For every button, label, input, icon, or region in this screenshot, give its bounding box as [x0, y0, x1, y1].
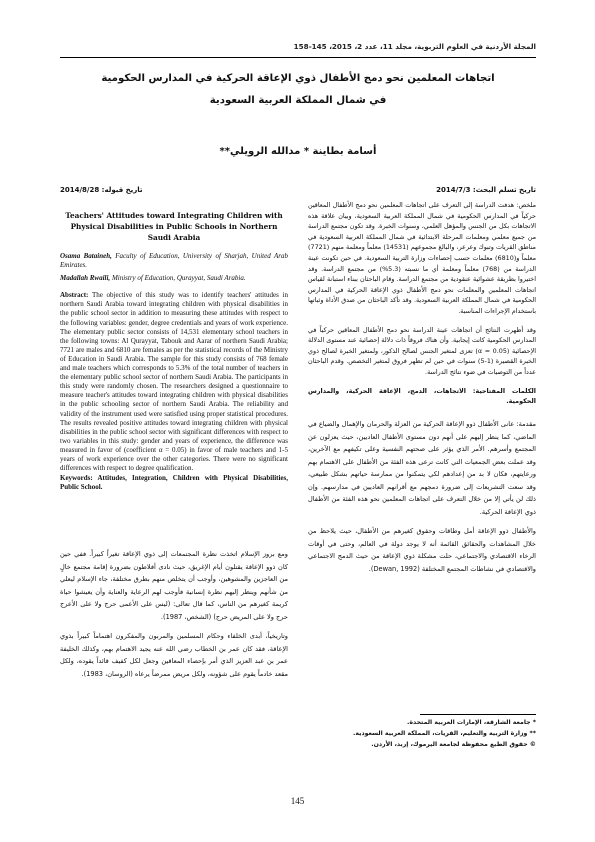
abstract-ar-paragraph-2: وقد أظهرت النتائج أن اتجاهات عينة الدراسة نحو دمج الأطفال المعاقين حركياً في المدارس الحكومية كانت إيجابية. وأن هناك فروقاً ذات دلالة إحصائية عند مستوى الدلالة الإحصائية (α = 0.05) تعزى لمتغير الجنس لصالح الذكور، ولمتغير الخبرة لصالح ذوي الخبرة القصيرة (1-5) سنوات في حين لم تظهر فروق لمتغير التخصص. وقدم الباحثان عدداً من التوصيات في ضوء نتائج الدراسة.	[308, 325, 537, 376]
title-line-1: اتجاهات المعلمين نحو دمج الأطفال ذوي الإعاقة الحركية في المدارس الحكومية	[101, 73, 495, 84]
footnote-divider	[420, 714, 536, 715]
intro-paragraph-2: والأطفال ذوو الإعاقة أمل وطاقات وحقوق كغيرهم من الأطفال، حيث يلاحظ من خلال المشاهدات والحقائق القائمة أنه لا يوجد دولة في العالم، وحتى في أوقات الرخاء الاقتصادي والاجتماعي، حلت مشكلة ذوي الإعاقة من حيث الدمج الاجتماعي والاقتصادي في نشاطات المجتمع المختلفة (Dewan, 1992).	[308, 527, 536, 573]
author-2-institution: Ministry of Education, Qurayyat, Saudi Arabia.	[110, 274, 246, 283]
author-2-name: Madallah Rwaili,	[60, 274, 111, 283]
arabic-abstract	[308, 200, 536, 415]
footnote-1: * جامعة الشارقة، الإمارات العربية المتحدة.	[407, 719, 536, 726]
author-1-institution: Faculty of Education, University of Sharjah, United Arab Emirates.	[60, 252, 289, 270]
abstract-label: Abstract:	[60, 291, 89, 300]
footnotes	[308, 718, 536, 751]
title-line-2: في شمال المملكة العربية السعودية	[209, 95, 387, 106]
authors-arabic: أسامة بطاينة * مدالله الرويلي**	[219, 146, 377, 157]
introduction-right-column	[308, 418, 536, 582]
keywords-arabic: الكلمات المفتاحية: الاتجاهات، الدمج، الإعاقة الحركية، والمدارس الحكومية.	[308, 386, 536, 406]
page-number: 145	[290, 796, 305, 806]
footnote-copyright: © حقوق الطبع محفوظة لجامعة اليرموك، إربد، الأردن.	[371, 741, 536, 748]
author-1-affiliation	[60, 252, 288, 270]
intro-paragraph-1: مقدمة: عانى الأطفال ذوو الإعاقة الحركية من العزلة والحرمان والإهمال والضياع في الماضي، كما ينظر إليهم على أنهم دون مستوى الأطفال العاديين، حيث يعزلون عن المجتمع وأسرهم. الأمر الذي يؤثر على صحتهم النفسية وعلى تكيفهم مع الآخرين، وقد عملت بعض الجمعيات التي كانت ترعى هذه الفئة من الأطفال على الاهتمام بهم ورعايتهم، فكان لا بد من إعدادهم لكي يتمكنوا من ممارسة حياتهم بشكل طبيعي، وقد سعت التشريعات إلى ضرورة دمجهم مع أقرانهم العاديين في مدارسهم. وإن ذلك لن يأتي إلا من خلال التعرف على اتجاهات المعلمين نحو هذه الفئة من الأطفال ذوي الإعاقة الحركية.	[308, 420, 536, 516]
author-2-affiliation	[60, 274, 288, 283]
abstract-en-text: The objective of this study was to identify teachers' attitudes in northern Saudi Arabia toward integrating children with physical disabilities in the public school sector in addition to measuring these attitudes with respect to the following variables: gender, degree credentials and years of work experience. The elementary public sector consists of 14,531 elementary school teachers in the following towns: Al Qurayyat, Tabouk and Aarar of northern Saudi Arabia; 7721 are males and 6810 are females as per the statistical records of the Ministry of Education in Saudi Arabia. The sample for this study consists of 768 female and male teachers which corresponds to 5.3% of the total number of teachers in the elementary public school sector of northern Saudi Arabia. The participants in this study were randomly chosen. The researchers designed a questionnaire to measure teacher's attitudes toward integrating children with physical disabilities in the public schooling sector of northern Saudi Arabia. The reliability and validity of the instrument used were satisfied using proper statistical procedures. The results revealed positive attitudes toward integrating children with physical disabilities in the public school sector with significant differences with respect to two variables in this study: gender and years of experience, the difference was measured in favor of (coefficient α = 0.05) in favor of male teachers and 1-5 years of work experience over the other categories. There were no significant differences with respect to degree qualification.	[60, 291, 288, 473]
article-title-english: Teachers' Attitudes toward Integrating Children with Physical Disabilities in Public Schools in Northern Saudi Arabia	[65, 211, 283, 242]
introduction-left-column	[60, 548, 288, 687]
intro-paragraph-3: ومع بروز الإسلام اتخذت نظرة المجتمعات إلى ذوي الإعاقة تغيراً كبيراً. ففي حين كان ذوو الإعاقة يقتلون أيام الإغريق، حيث نادى أفلاطون بضرورة إقامة مجتمع خالٍ من العاجزين والمشوهين، وأوجب أن يتخلص منهم بطرق مختلفة، جاء الإسلام ليعلي من شأنهم وينظر إليهم نظرة إنسانية فأوجب لهم الرعاية والعناية وأن يعيشوا حياة كريمة كغيرهم من الناس، كما قال تعالى: (ليس على الأعمى حرج ولا على الأعرج حرج ولا على المريض حرج) (الشخص، 1987).	[60, 550, 288, 621]
article-title-arabic	[60, 68, 536, 112]
author-1-name: Osama Bataineh,	[60, 252, 112, 260]
received-date: تاريخ تسلم البحث: 2014/7/3	[436, 186, 536, 194]
header-divider	[60, 57, 536, 58]
submission-dates	[60, 186, 536, 198]
abstract-en-body	[60, 291, 288, 473]
keywords-english: Keywords: Attitudes, Integration, Children with Physical Disabilities, Public School.	[60, 474, 288, 492]
footnote-2: ** وزارة التربية والتعليم، القريات، المملكة العربية السعودية.	[353, 730, 536, 737]
abstract-ar-paragraph-1: ملخص: هدفت الدراسة إلى التعرف على اتجاهات المعلمين نحو دمج الأطفال المعاقين حركياً في المدارس الحكومية في شمال المملكة العربية السعودية، وبيان علاقة هذه الاتجاهات بكل من الجنس والمؤهل العلمي، وسنوات الخبرة. وقد تكون مجتمع الدراسة من جميع معلمي ومعلمات المرحلة الابتدائية في شمال المملكة العربية السعودية في مناطق القريات وتبوك وعرعر، والبالغ مجموعهم (14531) معلماً ومعلمة منهم (7721) معلماً و(6810) معلمات حسب إحصاءات وزارة التربية السعودية. في حين تكونت عينة الدراسة من (768) معلماً ومعلمة أي ما نسبته (5.3%) من مجتمع الدراسة. وقد اختيروا بطريقة عشوائية عنقودية من مجتمع الدراسة. وقام الباحثان ببناء استبانة لقياس اتجاهات المعلمين والمعلمات نحو دمج الأطفال ذوي الإعاقة الحركية في المدارس الحكومية في شمال المملكة العربية السعودية. وقد تأكد الباحثان من صدق الأداة وثباتها باستخدام الإجراءات المناسبة.	[308, 201, 536, 315]
intro-paragraph-4: وتاريخياً، أبدى الخلفاء وحكام المسلمين والمربون والمفكرون اهتماماً كبيراً بذوي الإعاقة، فقد كان عمر بن الخطاب رضي الله عنه يجيد الاهتمام بهم، وكذلك الخليفة عمر بن عبد العزيز الذي أمر بإحصاء المعاقين وجعل لكل كفيف قائداً يقوده، ولكل مقعد خادماً يقوم على شؤونه، ولكل مريض ممرضاً يرعاه (الروسان، 1983).	[60, 632, 288, 678]
running-header: المجلة الأردنية في العلوم التربوية، مجلد 11، عدد 2، 2015، 145-158	[293, 42, 536, 51]
accepted-date: تاريخ قبوله: 2014/8/28	[60, 186, 143, 194]
english-abstract	[60, 210, 288, 492]
